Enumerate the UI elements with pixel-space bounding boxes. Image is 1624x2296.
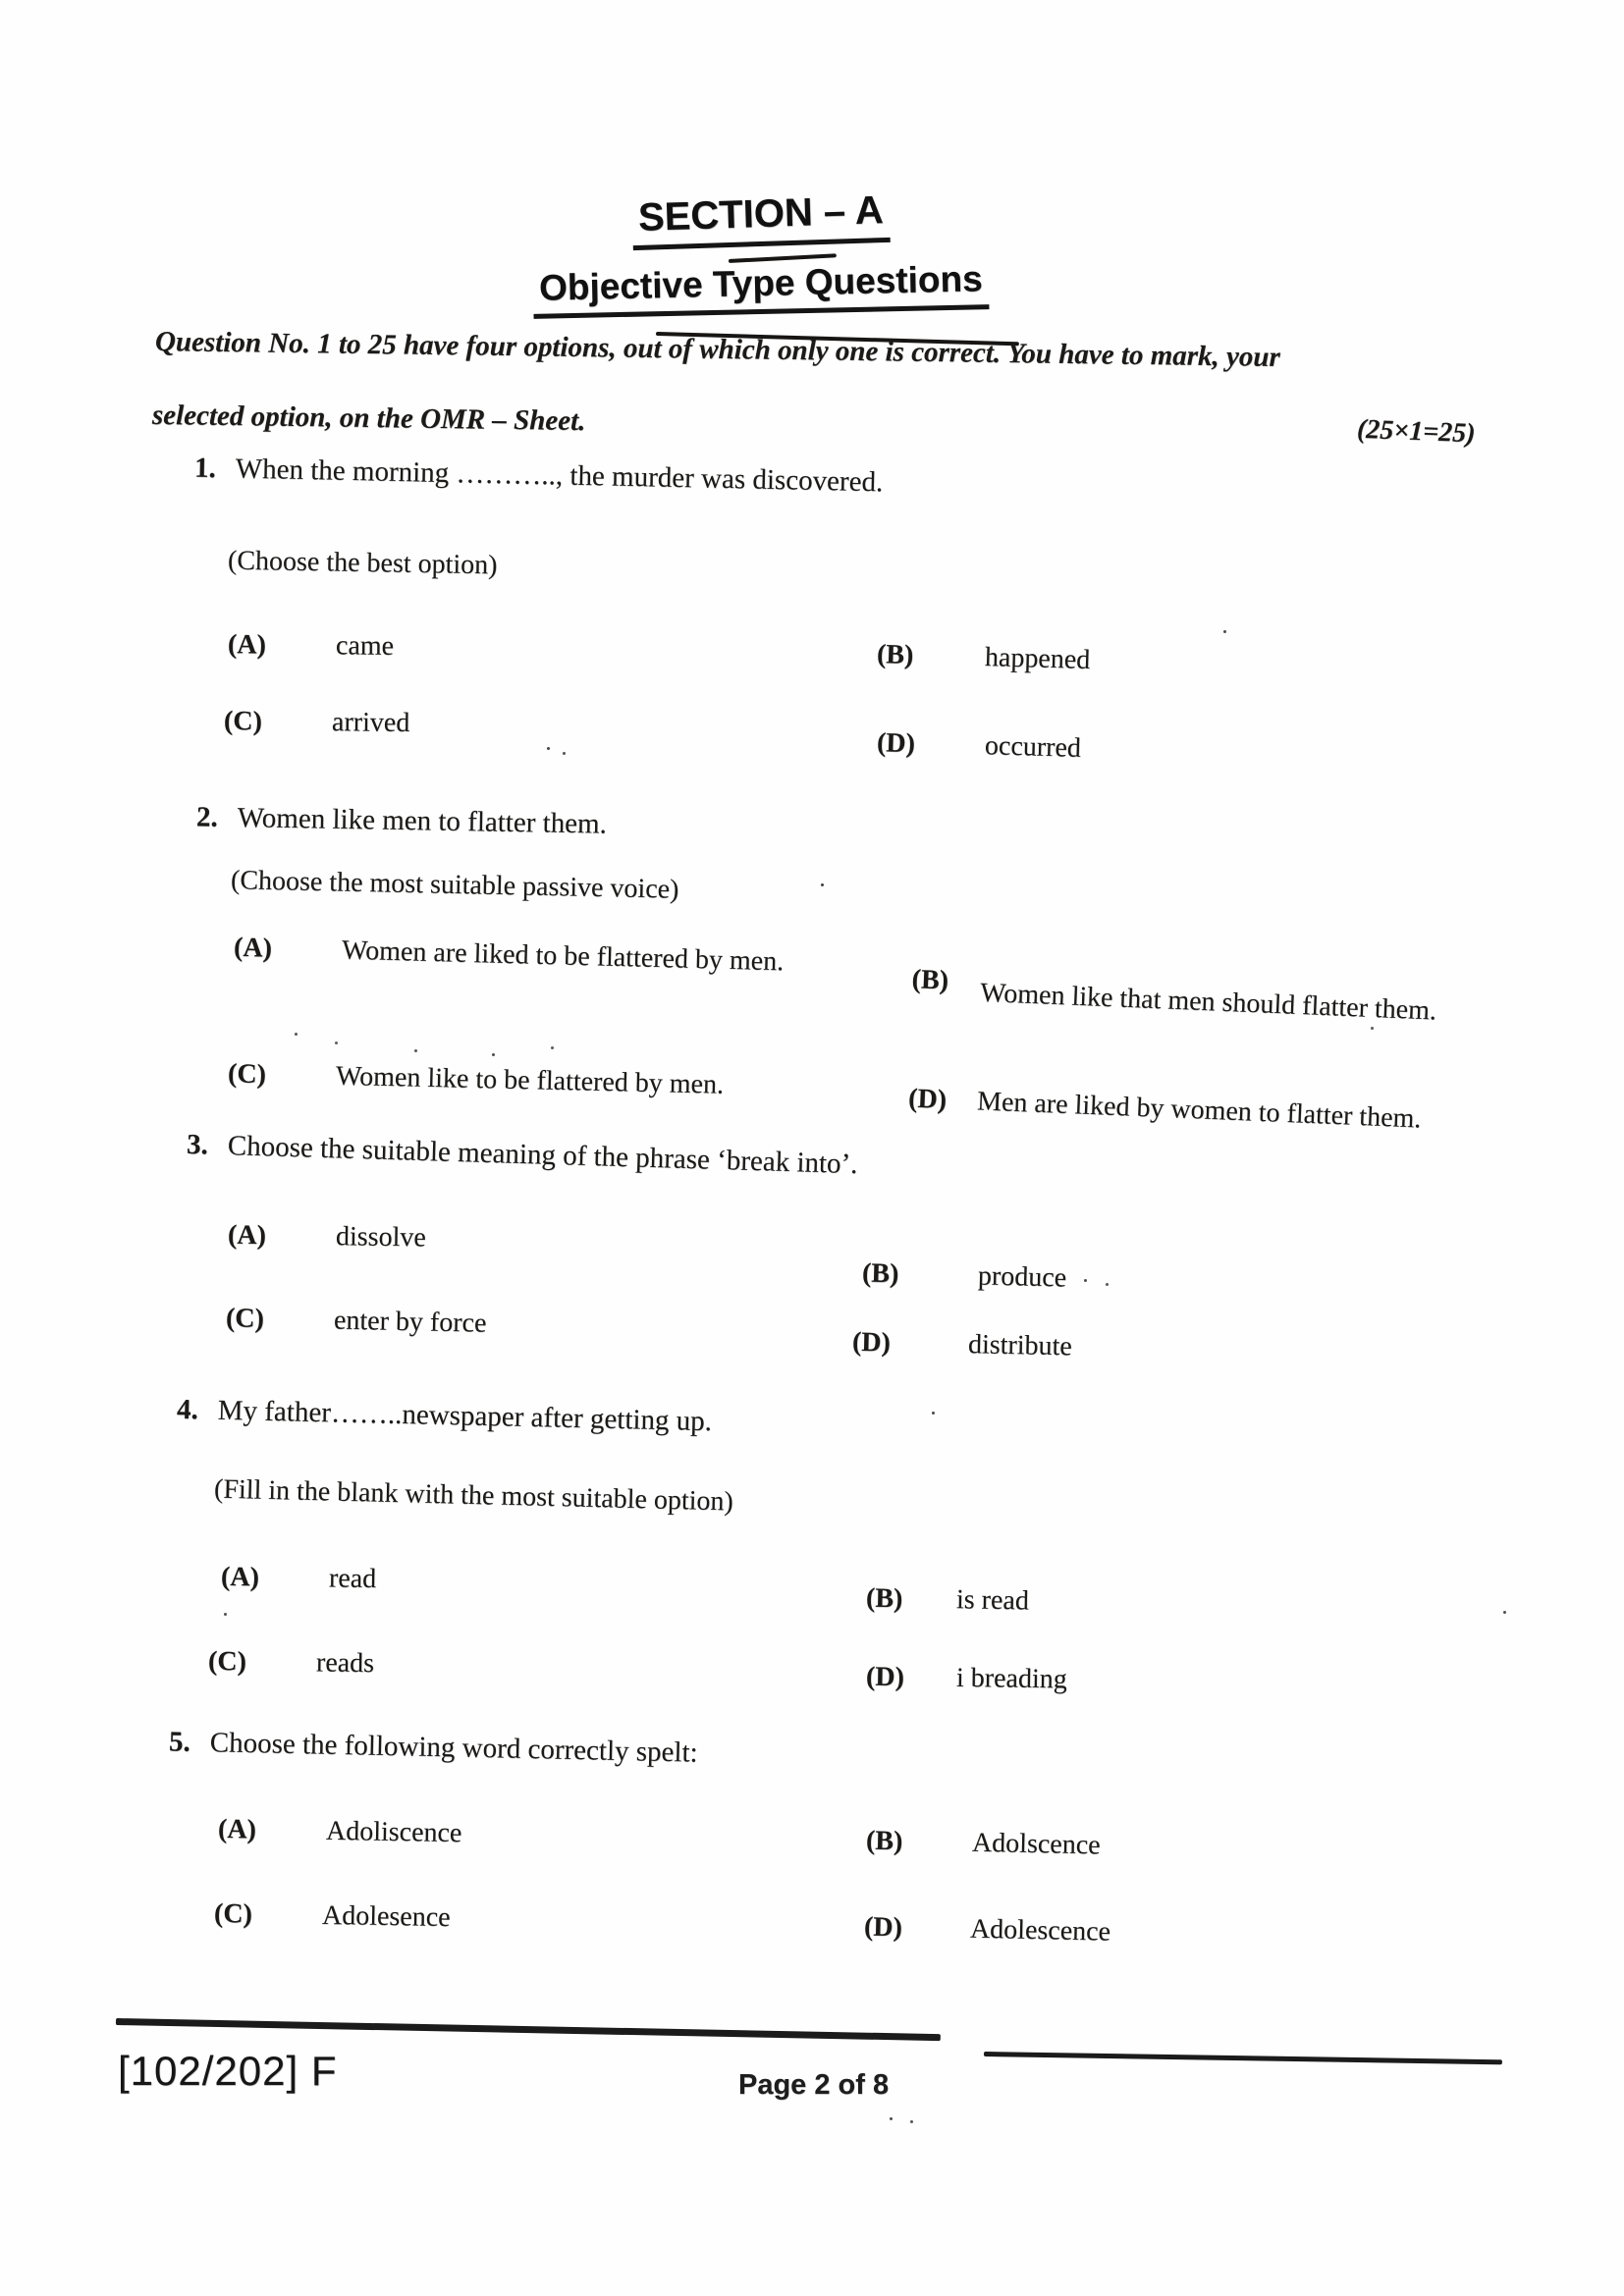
question-2-option-a <box>234 933 785 979</box>
option-label: (A) <box>227 629 267 661</box>
option-label: (D) <box>863 1911 903 1944</box>
question-1-instruction: (Choose the best option) <box>227 545 498 581</box>
question-4-option-a <box>221 1562 377 1595</box>
question-number: 1. <box>193 452 217 485</box>
question-3 <box>187 1129 858 1181</box>
question-4-instruction: (Fill in the blank with the most suitable option) <box>213 1473 734 1518</box>
option-label: (A) <box>227 1219 267 1252</box>
option-text: occurred <box>984 730 1082 764</box>
footer-rule-left <box>116 2018 941 2041</box>
option-label: (A) <box>217 1813 257 1845</box>
option-text: Adolscence <box>971 1827 1101 1861</box>
question-4 <box>177 1394 713 1438</box>
page-subtitle: Objective Type Questions <box>533 258 990 319</box>
question-2-option-c <box>228 1058 725 1100</box>
question-1-option-b <box>877 639 1091 676</box>
question-number: 2. <box>195 801 219 833</box>
question-5-option-b <box>866 1826 1101 1862</box>
option-text: Women like that men should flatter them. <box>979 977 1437 1027</box>
question-1-option-d <box>877 727 1082 765</box>
question-1-option-c <box>224 706 410 739</box>
option-text: dissolve <box>335 1221 426 1254</box>
option-text: Adoliscence <box>325 1815 462 1849</box>
question-4-option-c <box>208 1646 375 1680</box>
question-3-option-d <box>852 1327 1072 1363</box>
question-text: When the morning ……….., the murder was discovered. <box>235 453 884 499</box>
question-number: 5. <box>168 1726 191 1758</box>
question-1 <box>194 453 884 500</box>
question-text: Choose the following word correctly spelt: <box>209 1727 698 1769</box>
question-text: Women like men to flatter them. <box>237 802 608 840</box>
option-label: (A) <box>233 932 273 964</box>
option-text: distribute <box>967 1329 1073 1362</box>
question-3-option-b <box>862 1257 1067 1294</box>
intro-text-line1: Question No. 1 to 25 have four options, out of which only one is correct. You have to mark, your <box>154 326 1281 373</box>
option-label: (D) <box>865 1661 905 1693</box>
page-number: Page 2 of 8 <box>738 2069 890 2101</box>
option-label: (C) <box>207 1645 247 1678</box>
option-text: Adolesence <box>321 1899 451 1934</box>
marks-note: (25×1=25) <box>1356 413 1477 450</box>
option-label: (B) <box>865 1825 903 1857</box>
option-label: (D) <box>907 1083 947 1116</box>
question-5-option-c <box>214 1898 451 1934</box>
question-3-option-c <box>226 1303 487 1340</box>
question-text: Choose the suitable meaning of the phrase ‘break into’. <box>227 1130 858 1181</box>
option-label: (B) <box>911 964 949 996</box>
question-1-option-a <box>228 629 394 663</box>
option-label: (C) <box>227 1058 267 1091</box>
section-title: SECTION – A <box>631 188 890 250</box>
option-text: reads <box>315 1647 375 1680</box>
option-label: (A) <box>220 1561 260 1593</box>
option-text: read <box>328 1563 377 1595</box>
option-text: arrived <box>331 707 410 738</box>
option-label: (B) <box>876 638 914 671</box>
question-5-option-a <box>218 1814 462 1849</box>
question-5 <box>169 1726 698 1769</box>
question-4-option-b <box>866 1583 1029 1618</box>
option-text: is read <box>955 1584 1030 1617</box>
question-4-option-d <box>866 1662 1067 1696</box>
option-text: Men are liked by women to flatter them. <box>976 1086 1422 1135</box>
paper-code: [102/202] F <box>118 2048 338 2094</box>
question-2-option-b <box>910 964 1496 1041</box>
option-text: came <box>335 630 395 662</box>
question-3-option-a <box>228 1220 426 1255</box>
question-text: My father……..newspaper after getting up. <box>217 1394 713 1438</box>
option-label: (C) <box>225 1303 265 1335</box>
option-text: i breading <box>955 1662 1067 1695</box>
option-label: (B) <box>861 1257 899 1290</box>
option-text: happened <box>984 642 1091 676</box>
option-text: enter by force <box>333 1305 487 1339</box>
option-label: (D) <box>876 727 916 760</box>
question-2-instruction: (Choose the most suitable passive voice) <box>230 865 679 905</box>
option-text: Adolescence <box>969 1913 1111 1948</box>
question-5-option-d <box>864 1911 1111 1948</box>
option-text: Women like to be flattered by men. <box>335 1060 725 1100</box>
question-number: 3. <box>186 1128 209 1161</box>
scan-noise-specks <box>0 0 3 3</box>
question-2-option-d <box>908 1084 1422 1136</box>
option-text: produce <box>977 1260 1067 1294</box>
intro-text-line2: selected option, on the OMR – Sheet. <box>151 399 586 438</box>
question-number: 4. <box>176 1393 199 1426</box>
option-text: Women are liked to be flattered by men. <box>341 934 785 978</box>
option-label: (B) <box>865 1582 903 1615</box>
option-label: (D) <box>851 1326 892 1359</box>
option-label: (C) <box>223 706 263 737</box>
footer-rule-right <box>984 2052 1502 2064</box>
question-2 <box>196 801 607 840</box>
option-label: (C) <box>213 1897 253 1930</box>
